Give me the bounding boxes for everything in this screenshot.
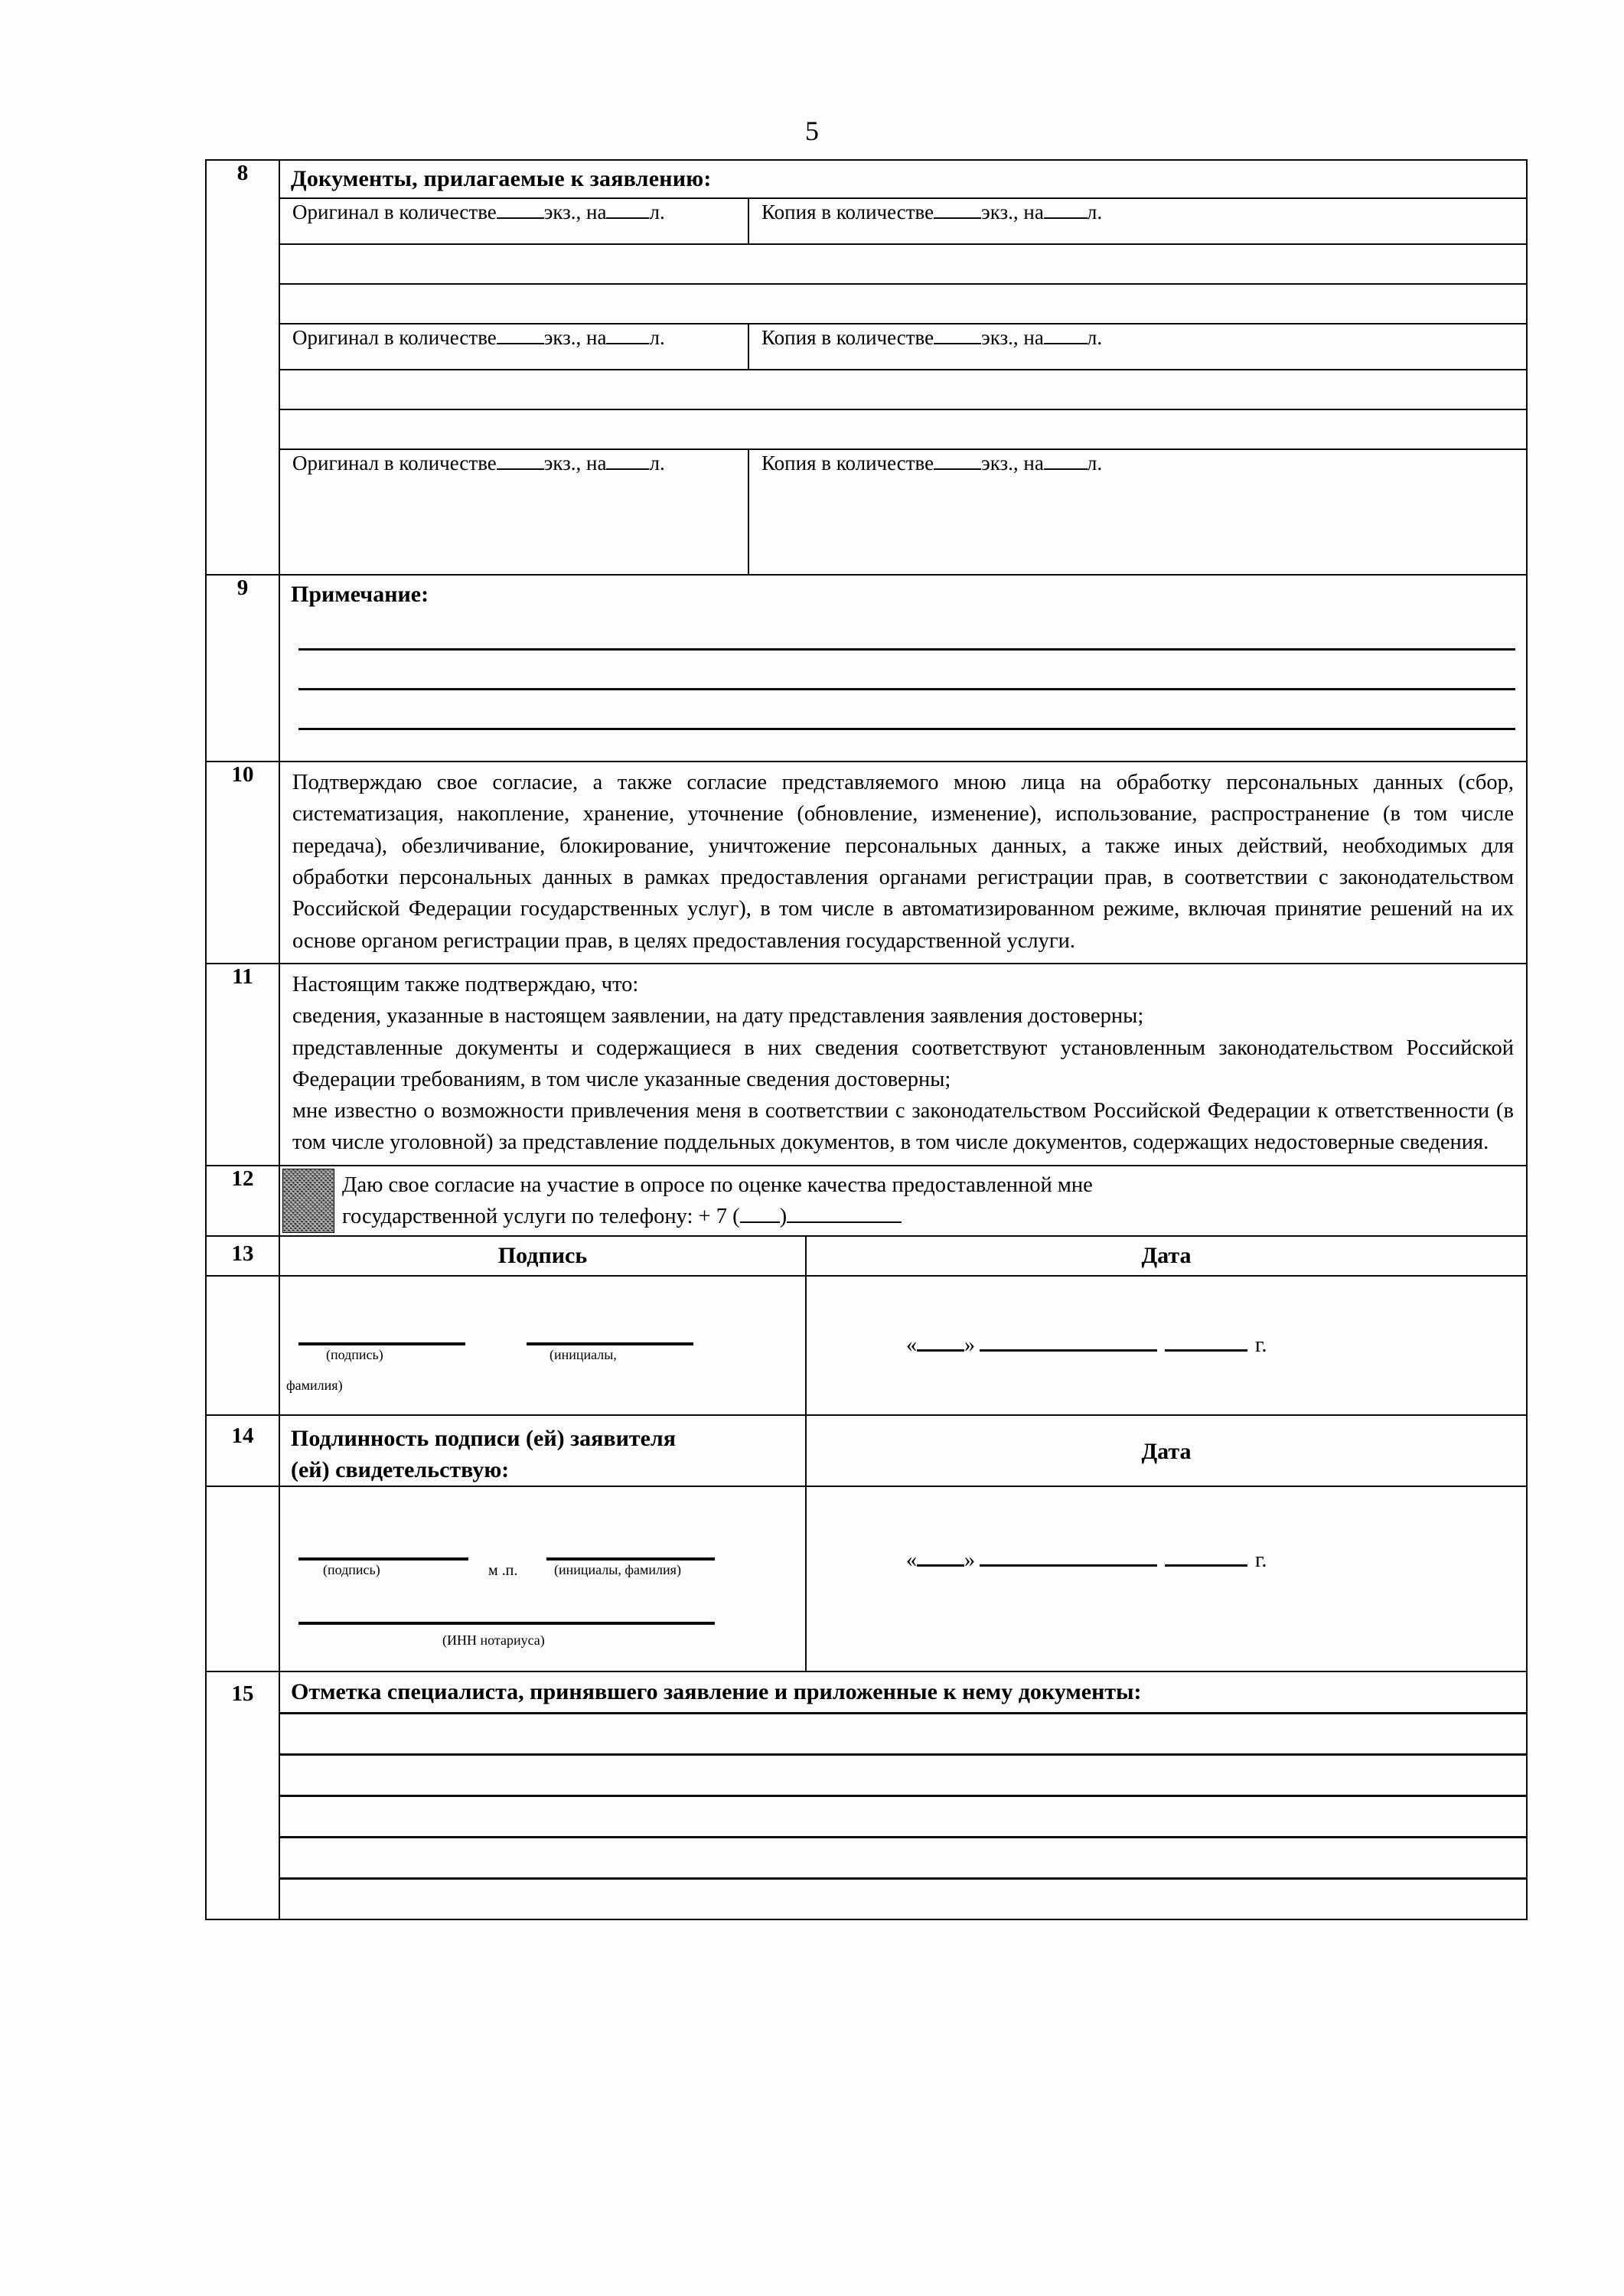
table-row-section-9 [206,575,1527,762]
survey-consent-line-1: Даю свое согласие на участие в опросе по оценке качества предоставленной мне [342,1172,1093,1197]
section-9-title: Примечание: [291,582,429,607]
copy-label: Копия в количестве [761,452,934,475]
copy-tail-cell [749,494,1526,574]
notary-date-column-header: Дата [1141,1439,1192,1465]
original-unit-label: экз., на [543,201,607,223]
original-label: Оригинал в количестве [292,452,497,475]
original-label: Оригинал в количестве [292,326,497,349]
copy-sheets-label: л. [1086,201,1103,223]
specialist-line[interactable] [280,1753,1526,1795]
section-14-body-content [279,1486,1527,1671]
initials-caption: (инициалы, [549,1347,617,1363]
copy-field-group [749,324,1526,370]
table-row-section-14-body [206,1486,1527,1671]
notary-date-year-blank[interactable] [1165,1545,1247,1567]
notary-date-area [807,1487,1526,1671]
notary-header-row [280,1416,1526,1486]
phone-area-code-blank[interactable] [740,1202,780,1224]
copy-label: Копия в количестве [761,201,934,223]
notary-initials-caption: (инициалы, фамилия) [554,1562,681,1578]
original-unit-label: экз., на [543,326,607,349]
original-sheets-label: л. [649,326,665,349]
copy-unit-label: экз., на [981,326,1044,349]
copy-sheets-label: л. [1086,326,1103,349]
section-12-content [279,1166,1527,1237]
write-in-line[interactable] [280,243,1526,283]
notary-signature-caption: (подпись) [323,1562,380,1578]
section-15-content [279,1671,1527,1919]
personal-data-consent-paragraph [280,762,1526,963]
copy-unit-label: экз., на [981,452,1044,475]
notary-initials-rule[interactable] [546,1557,715,1561]
notary-date-year-suffix: г. [1255,1548,1267,1573]
notary-title-line-2: (ей) свидетельствую: [291,1456,510,1482]
notary-title-line-1: Подлинность подписи (ей) заявителя [291,1426,676,1452]
copy-sheets-label: л. [1086,452,1103,475]
note-line[interactable] [298,651,1515,690]
original-count-blank[interactable] [497,324,544,344]
section-11-number: 11 [206,964,279,1166]
section-13-body-number-cell [206,1276,279,1415]
section-13-number: 13 [206,1236,279,1276]
note-line[interactable] [298,690,1515,730]
phone-number-blank[interactable] [787,1202,902,1224]
signature-date-header-row [280,1237,1526,1275]
date-year-blank[interactable] [1165,1330,1247,1352]
date-month-blank[interactable] [980,1330,1157,1352]
note-line[interactable] [298,608,1515,651]
copy-count-blank[interactable] [934,198,981,219]
original-sheets-label: л. [649,201,665,223]
original-sheets-blank[interactable] [606,449,649,470]
table-row-section-13-header [206,1236,1527,1276]
signature-date-body-row [280,1277,1526,1414]
original-sheets-blank[interactable] [606,324,649,344]
document-entry-tail [280,494,1526,574]
initials-rule[interactable] [527,1342,693,1345]
section-8-number: 8 [206,160,279,575]
section-14-number: 14 [206,1415,279,1486]
declaration-paragraph-block [280,964,1526,1165]
applicant-date-area [807,1277,1526,1414]
notary-attestation-title [280,1416,807,1486]
table-row-section-8 [206,160,1527,575]
application-form-table [205,159,1528,1920]
document-entry-row [280,197,1526,243]
section-9-number: 9 [206,575,279,762]
date-year-suffix: г. [1255,1333,1267,1358]
page-number: 5 [805,116,819,146]
notary-date-day-blank[interactable] [917,1545,964,1567]
table-row-section-11 [206,964,1527,1166]
declaration-point-3: мне известно о возможности привлечения меня в соответствии с законодательством Российской Федерации к ответственности (в том числе уголовной) за представление поддельных документов, в том числе документов, содержащих недостоверные сведения. [292,1099,1514,1155]
original-sheets-label: л. [649,452,665,475]
copy-unit-label: экз., на [981,201,1044,223]
date-column-header: Дата [1141,1243,1192,1269]
write-in-line[interactable] [280,409,1526,448]
document-entry-row [280,448,1526,494]
table-row-section-10 [206,762,1527,964]
date-day-blank[interactable] [917,1330,964,1352]
survey-consent-text [334,1166,1526,1236]
section-15-number: 15 [206,1671,279,1919]
notary-inn-rule[interactable] [298,1622,715,1625]
notary-date-close-quote: » [964,1548,975,1573]
original-field-group [280,198,749,244]
copy-sheets-blank[interactable] [1044,324,1087,344]
table-row-section-15 [206,1671,1527,1919]
specialist-line[interactable] [280,1877,1526,1919]
copy-count-blank[interactable] [934,449,981,470]
notary-date-open-quote: « [906,1548,917,1573]
survey-consent-line-2-prefix: государственной услуги по телефону: + 7 ( [342,1205,740,1229]
consent-text: Подтверждаю свое согласие, а также согласие представляемого мною лица на обработку персональных данных (сбор, систематизация, накопление, хранение, уточнение (обновление, изменение), использование, распространение (в том числе передача), обезличивание, блокирование, уничтожение персональных данных, а также иных действий, необходимых для обработки персональных данных в рамках предоставления органами регистрации прав, в соответствии с законодательством Российской Федерации государственных услуг), в том числе в автоматизированном режиме, включая принятие решений на их основе органом регистрации прав, в целях предоставления государственной услуги. [292,771,1514,953]
applicant-signature-area [280,1277,807,1414]
original-sheets-blank[interactable] [606,198,649,219]
original-count-blank[interactable] [497,198,544,219]
section-13-body-content [279,1276,1527,1415]
specialist-line[interactable] [280,1836,1526,1877]
notary-signature-area [280,1487,807,1671]
section-14-header-content [279,1415,1527,1486]
declaration-intro: Настоящим также подтверждаю, что: [292,972,639,996]
specialist-line[interactable] [280,1795,1526,1836]
date-open-quote: « [906,1333,917,1358]
section-11-content [279,964,1527,1166]
notary-signature-rule[interactable] [298,1557,468,1561]
table-row-section-12 [206,1166,1527,1237]
survey-consent-checkbox[interactable] [282,1169,334,1234]
notary-inn-caption: (ИНН нотариуса) [442,1632,545,1649]
copy-sheets-blank[interactable] [1044,449,1087,470]
signature-caption: (подпись) [326,1347,383,1363]
original-count-blank[interactable] [497,449,544,470]
surname-caption: фамилия) [286,1378,343,1394]
copy-sheets-blank[interactable] [1044,198,1087,219]
declaration-point-2: представленные документы и содержащиеся в них сведения соответствуют установленным законодательством Российской Федерации требованиям, в том числе указанные сведения достоверны; [292,1035,1514,1091]
section-13-header-content [279,1236,1527,1276]
table-row-section-14-header [206,1415,1527,1486]
notary-date-field-group [906,1545,1267,1573]
section-8-content [279,160,1527,575]
section-10-number: 10 [206,762,279,964]
copy-field-group [749,449,1526,495]
table-row-section-13-body [206,1276,1527,1415]
date-close-quote: » [964,1333,975,1358]
section-12-number: 12 [206,1166,279,1237]
original-field-group [280,324,749,370]
notary-body-row [280,1487,1526,1671]
section-15-title: Отметка специалиста, принявшего заявление и приложенные к нему документы: [291,1679,1142,1705]
section-14-body-number-cell [206,1486,279,1671]
signature-rule[interactable] [298,1342,465,1345]
copy-label: Копия в количестве [761,326,934,349]
specialist-line[interactable] [280,1712,1526,1753]
section-9-content [279,575,1527,762]
section-8-documents-list [280,197,1526,574]
copy-field-group [749,198,1526,244]
section-10-content [279,762,1527,964]
copy-count-blank[interactable] [934,324,981,344]
stamp-place-caption: м .п. [488,1562,518,1580]
date-field-group [906,1330,1267,1358]
survey-consent-line-2-suffix: ) [779,1205,788,1229]
survey-consent-row [280,1166,1526,1236]
note-bottom-pad [298,730,1515,761]
notary-date-month-blank[interactable] [980,1545,1157,1567]
note-write-in-area [280,608,1526,761]
original-unit-label: экз., на [543,452,607,475]
original-label: Оригинал в количестве [292,201,497,223]
original-field-group [280,449,749,495]
specialist-write-in-area [280,1712,1526,1919]
signature-column-header: Подпись [280,1237,807,1275]
write-in-line[interactable] [280,283,1526,323]
section-8-title: Документы, прилагаемые к заявлению: [291,166,712,191]
write-in-line[interactable] [280,369,1526,409]
document-entry-row [280,323,1526,369]
declaration-point-1: сведения, указанные в настоящем заявлении, на дату представления заявления достоверны; [292,1004,1144,1029]
original-tail-cell [280,494,749,574]
